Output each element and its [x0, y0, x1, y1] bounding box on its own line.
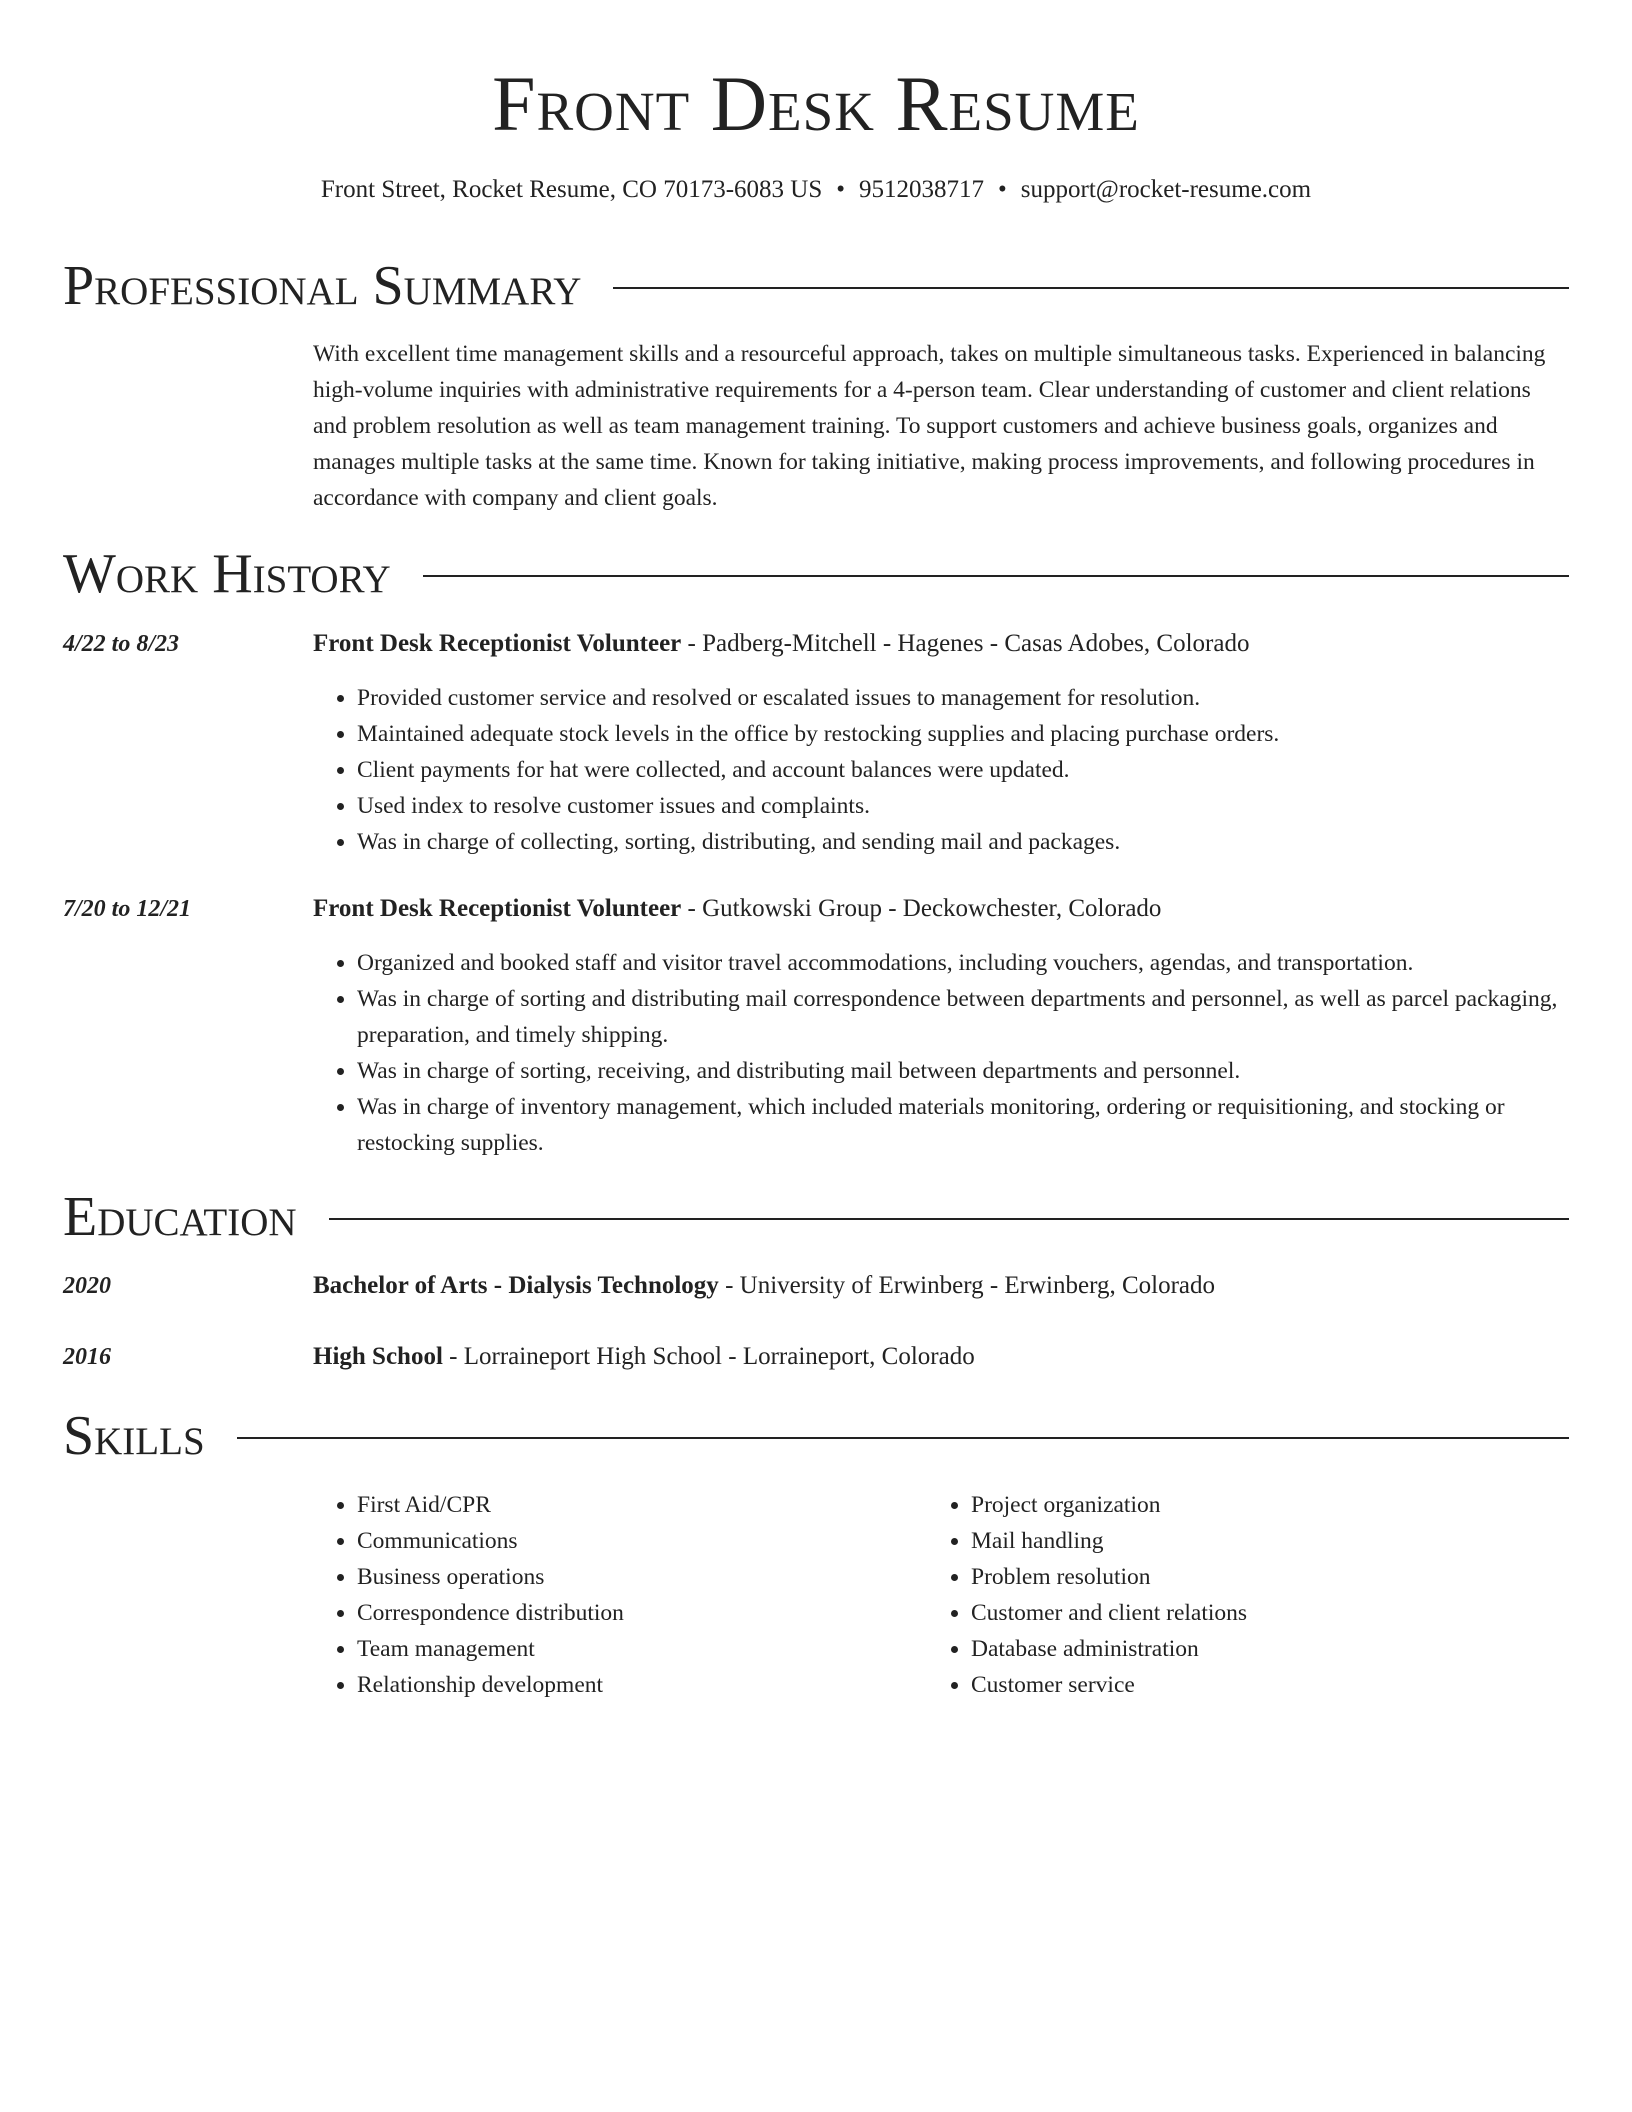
list-item: • Was in charge of sorting, receiving, and distributing mail between departments and personnel. — [357, 1053, 1569, 1089]
skills-columns — [313, 1487, 1569, 1703]
contact-line — [0, 170, 1632, 210]
education-section-header — [63, 1185, 1569, 1249]
work-entry — [63, 891, 1569, 1161]
skill-item: • Correspondence distribution — [357, 1595, 927, 1631]
summary-section-header — [63, 254, 1569, 318]
job-details: - Padberg-Mitchell - Hagenes - Casas Adobes, Colorado — [681, 630, 1250, 657]
school-details: - University of Erwinberg - Erwinberg, Colorado — [718, 1272, 1216, 1299]
skill-item: • Communications — [357, 1523, 927, 1559]
list-item: • Organized and booked staff and visitor travel accommodations, including vouchers, agendas, and transportation. — [357, 945, 1569, 981]
work-dates: 4/22 to 8/23 — [63, 631, 180, 657]
contact-email: support@rocket-resume.com — [1020, 176, 1312, 203]
skill-item: • Team management — [357, 1631, 927, 1667]
list-item: • Was in charge of sorting and distributing mail correspondence between departments and personnel, as well as parcel packaging, preparation, and timely shipping. — [357, 981, 1569, 1053]
skill-item: • Database administration — [971, 1631, 1541, 1667]
contact-phone: 9512038717 — [859, 176, 985, 203]
skills-list-left — [313, 1487, 927, 1703]
degree: Bachelor of Arts - Dialysis Technology — [313, 1272, 719, 1299]
work-bullets — [313, 680, 1569, 860]
skill-item: • Customer service — [971, 1667, 1541, 1703]
skill-item: • Problem resolution — [971, 1559, 1541, 1595]
job-details: - Gutkowski Group - Deckowchester, Colorado — [681, 895, 1162, 922]
degree: High School — [313, 1343, 443, 1370]
skill-item: • Mail handling — [971, 1523, 1541, 1559]
education-section-title: Education — [63, 1186, 297, 1248]
job-title: Front Desk Receptionist Volunteer — [313, 895, 682, 922]
skills-section-header — [63, 1404, 1569, 1468]
skills-section-title: Skills — [63, 1405, 205, 1467]
job-title: Front Desk Receptionist Volunteer — [313, 630, 682, 657]
summary-text: With excellent time management skills and a resourceful approach, takes on multiple simultaneous tasks. Experienced in balancing high-volume inquiries with administrative requirements for a 4-person team. Clear understanding of customer and client relations and problem resolution as well as team management training. To support customers and achieve business goals, organizes and manages multiple tasks at the same time. Known for taking initiative, making process improvements, and following procedures in accordance with company and client goals. — [313, 341, 1546, 511]
skill-item: • Project organization — [971, 1487, 1541, 1523]
list-item: • Maintained adequate stock levels in the office by restocking supplies and placing purchase orders. — [357, 716, 1569, 752]
education-entry — [63, 1339, 1569, 1375]
skill-item: • First Aid/CPR — [357, 1487, 927, 1523]
list-item: • Client payments for hat were collected, and account balances were updated. — [357, 752, 1569, 788]
skills-list-right — [927, 1487, 1541, 1703]
work-section-header — [63, 542, 1569, 606]
skill-item: • Customer and client relations — [971, 1595, 1541, 1631]
section-divider — [329, 1218, 1569, 1220]
education-headline — [313, 1339, 1569, 1375]
school-details: - Lorraineport High School - Lorraineport, Colorado — [442, 1343, 975, 1370]
list-item: • Provided customer service and resolved or escalated issues to management for resolution. — [357, 680, 1569, 716]
education-year: 2016 — [63, 1344, 111, 1370]
skill-item: • Business operations — [357, 1559, 927, 1595]
contact-address: Front Street, Rocket Resume, CO 70173-6083 US — [320, 176, 823, 203]
work-dates: 7/20 to 12/21 — [63, 896, 192, 922]
section-divider — [613, 287, 1569, 289]
summary-section-title: Professional Summary — [63, 255, 582, 317]
contact-separator: • — [836, 176, 846, 203]
education-entry — [63, 1268, 1569, 1304]
section-divider — [237, 1437, 1569, 1439]
list-item: • Used index to resolve customer issues and complaints. — [357, 788, 1569, 824]
education-headline — [313, 1268, 1569, 1304]
list-item: • Was in charge of collecting, sorting, distributing, and sending mail and packages. — [357, 824, 1569, 860]
skill-item: • Relationship development — [357, 1667, 927, 1703]
education-year: 2020 — [63, 1273, 111, 1299]
resume-name: Front Desk Resume — [492, 60, 1140, 147]
work-entry — [63, 626, 1569, 860]
work-headline — [313, 626, 1569, 662]
section-divider — [423, 575, 1569, 577]
contact-separator: • — [998, 176, 1007, 203]
work-headline — [313, 891, 1569, 927]
work-bullets — [313, 945, 1569, 1161]
work-section-title: Work History — [63, 543, 391, 605]
list-item: • Was in charge of inventory management, which included materials monitoring, ordering or requisitioning, and stocking or restocking supplies. — [357, 1089, 1569, 1161]
